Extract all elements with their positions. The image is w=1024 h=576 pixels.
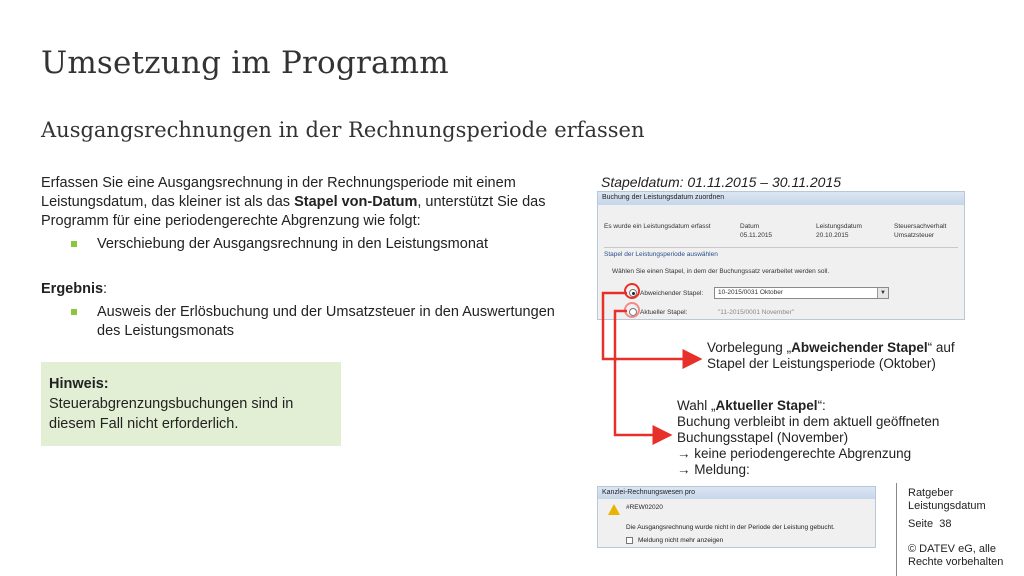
- arrow-to-callout1: [603, 293, 700, 359]
- footer-line1: Ratgeber: [908, 487, 954, 499]
- message-dialog-screenshot: [597, 486, 876, 548]
- page-number: 38: [939, 518, 952, 530]
- stapel-date-label: Stapeldatum: 01.11.2015 – 30.11.2015: [601, 174, 842, 190]
- callout2-line3: keine periodengerechte Abgrenzung: [694, 446, 912, 461]
- footer-copy1: © DATEV eG, alle: [908, 543, 996, 555]
- group-title: Stapel der Leistungsperiode auswählen: [604, 251, 718, 258]
- callout2-pre: Wahl „: [677, 398, 716, 413]
- page-subtitle: Ausgangsrechnungen in der Rechnungsperiode erfassen: [41, 118, 645, 142]
- checkbox-label: Meldung nicht mehr anzeigen: [638, 537, 724, 544]
- callout-abweichender: [707, 340, 957, 372]
- select-value: 10-2015/0031 Oktober: [718, 289, 784, 296]
- val-steuer: Umsatzsteuer: [894, 232, 935, 239]
- footer-page: [908, 518, 951, 531]
- warning-icon: [608, 504, 620, 515]
- callout2-line4: Meldung:: [694, 462, 750, 477]
- result-colon: :: [103, 281, 108, 297]
- callout2-line2: Buchung verbleibt in dem aktuell geöffneten Buchungsstapel (November): [677, 414, 940, 445]
- callout-aktueller: [677, 398, 967, 478]
- callout1-bold: Abweichender Stapel: [791, 340, 928, 355]
- intro-text-1: Erfassen Sie eine Ausgangsrechnung in der Rechnungsperiode mit einem Leistungsdatum, das kleiner ist als das: [41, 175, 516, 210]
- message-text: Die Ausgangsrechnung wurde nicht in der Periode der Leistung gebucht.: [626, 524, 835, 531]
- callout1-pre: Vorbelegung „: [707, 340, 792, 355]
- footer-divider: [896, 483, 897, 576]
- dialog-prompt: Wählen Sie einen Stapel, in dem der Buchungssatz verarbeitet werden soll.: [612, 268, 830, 275]
- footer-line2: Leistungsdatum: [908, 500, 986, 512]
- callout2-post: “:: [817, 398, 826, 413]
- intro-text-2: , unterstützt Sie das Programm für eine periodengerechte Abgrenzung wie folgt:: [41, 194, 546, 229]
- page-title: Umsetzung im Programm: [41, 45, 449, 81]
- page-label: Seite: [908, 518, 934, 530]
- col-leistung: Leistungsdatum: [816, 223, 862, 230]
- opt1-label: Abweichender Stapel:: [640, 290, 704, 297]
- chevron-down-icon[interactable]: ▼: [877, 288, 888, 298]
- val-datum: 05.11.2015: [740, 232, 773, 239]
- dialog-titlebar: Kanzlei-Rechnungswesen pro: [598, 487, 875, 499]
- result-label: Ergebnis: [41, 281, 104, 297]
- footer-copy2: Rechte vorbehalten: [908, 556, 1004, 568]
- col-datum: Datum: [740, 223, 760, 230]
- callout2-bold: Aktueller Stapel: [715, 398, 818, 413]
- opt2-value: "11-2015/0001 November": [718, 309, 795, 316]
- dialog-info: Es wurde ein Leistungsdatum erfasst: [604, 223, 711, 230]
- hint-title: Hinweis:: [49, 376, 109, 392]
- bullet-text: Ausweis der Erlösbuchung und der Umsatzsteuer in den Auswertungen des Leistungsmonats: [97, 304, 555, 339]
- arrow-to-callout2: [615, 311, 670, 435]
- hint-text: Steuerabgrenzungsbuchungen sind in diesem Fall nicht erforderlich.: [49, 396, 294, 432]
- opt2-label: Aktueller Stapel:: [640, 309, 688, 316]
- arrow-right-icon: →: [677, 462, 691, 477]
- dialog-titlebar: Buchung der Leistungsdatum zuordnen: [598, 192, 964, 205]
- message-code: #REW02020: [626, 504, 663, 511]
- col-steuer: Steuersachverhalt: [894, 223, 947, 230]
- bullet-text: Verschiebung der Ausgangsrechnung in den Leistungsmonat: [97, 236, 488, 252]
- val-leistung: 20.10.2015: [816, 232, 849, 239]
- dont-show-checkbox[interactable]: [626, 537, 633, 544]
- callout1-post: “ auf Stapel der Leistungsperiode (Oktober): [707, 340, 955, 371]
- arrow-right-icon: →: [677, 446, 691, 461]
- intro-bold: Stapel von-Datum: [294, 194, 418, 210]
